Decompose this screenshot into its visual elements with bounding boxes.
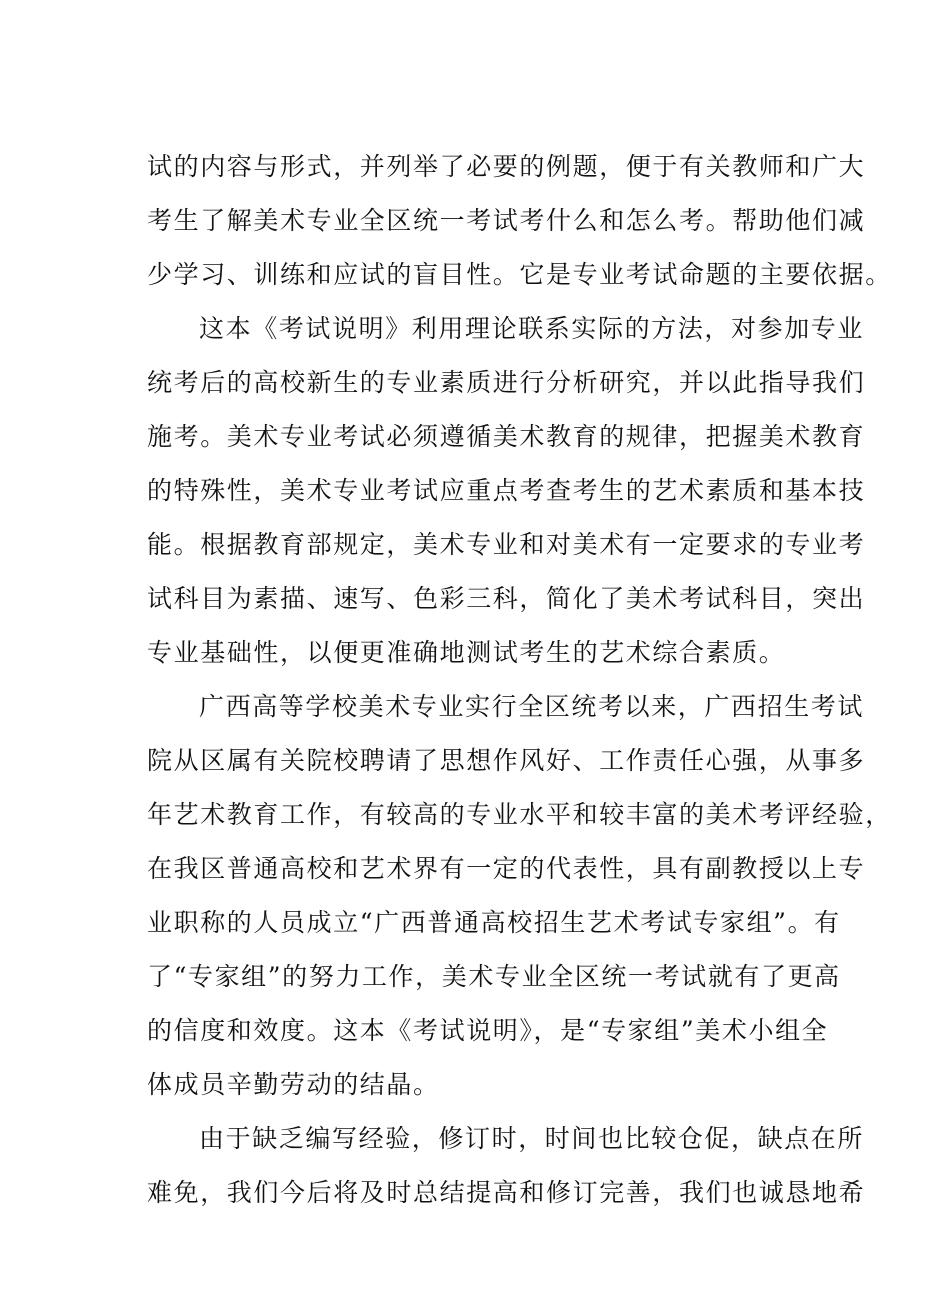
text-line: 业职称的人员成立“广西普通高校招生艺术考试专家组”。有 <box>147 908 841 937</box>
paragraph-start-line: 广西高等学校美术专业实行全区统考以来，广西招生考试 <box>199 692 865 721</box>
text-line: 年艺术教育工作，有较高的专业水平和较丰富的美术考评经验， <box>147 800 892 829</box>
text-line: 考生了解美术专业全区统一考试考什么和怎么考。帮助他们减 <box>147 206 866 235</box>
text-line: 在我区普通高校和艺术界有一定的代表性，具有副教授以上专 <box>147 854 866 883</box>
paragraph-start-line: 这本《考试说明》利用理论联系实际的方法，对参加专业 <box>199 314 865 343</box>
text-line: 施考。美术专业考试必须遵循美术教育的规律，把握美术教育 <box>147 422 866 451</box>
text-line: 少学习、训练和应试的盲目性。它是专业考试命题的主要依据。 <box>147 260 892 289</box>
text-line: 院从区属有关院校聘请了思想作风好、工作责任心强，从事多 <box>147 746 866 775</box>
text-line: 了“专家组”的努力工作，美术专业全区统一考试就有了更高 <box>147 962 841 991</box>
paragraph-start-line: 由于缺乏编写经验，修订时，时间也比较仓促，缺点在所 <box>199 1124 865 1153</box>
text-line: 能。根据教育部规定，美术专业和对美术有一定要求的专业考 <box>147 530 866 559</box>
body-text <box>147 140 892 1220</box>
text-line: 试科目为素描、速写、色彩三科，简化了美术考试科目，突出 <box>147 584 866 613</box>
text-line: 统考后的高校新生的专业素质进行分析研究，并以此指导我们 <box>147 368 866 397</box>
text-line: 体成员辛勤劳动的结晶。 <box>147 1070 440 1099</box>
text-line: 难免，我们今后将及时总结提高和修订完善，我们也诚恳地希 <box>147 1178 866 1207</box>
text-line: 专业基础性，以便更准确地测试考生的艺术综合素质。 <box>147 638 786 667</box>
text-line: 试的内容与形式，并列举了必要的例题，便于有关教师和广大 <box>147 152 866 181</box>
text-line: 的特殊性，美术专业考试应重点考查考生的艺术素质和基本技 <box>147 476 866 505</box>
text-line: 的信度和效度。这本《考试说明》，是“专家组”美术小组全 <box>147 1016 829 1045</box>
